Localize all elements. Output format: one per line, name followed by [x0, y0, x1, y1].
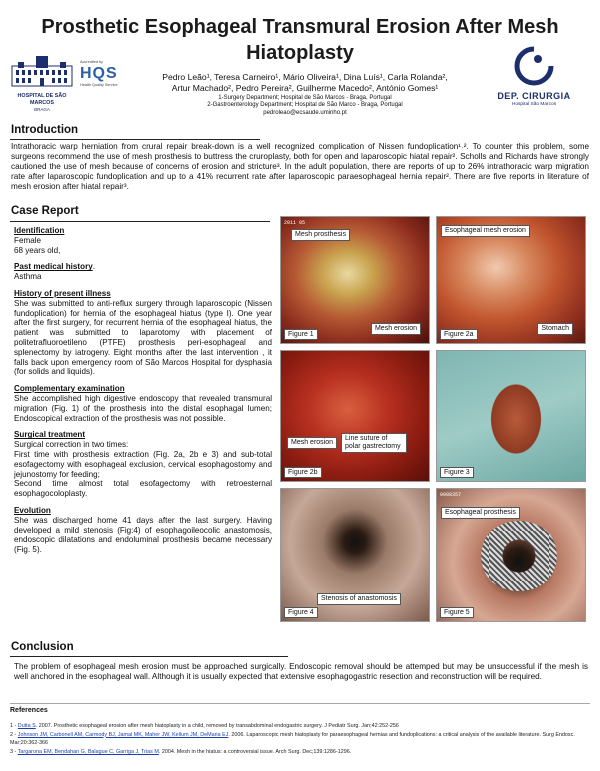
- hospital-logo: [8, 54, 76, 112]
- cirurgia-emblem-icon: [514, 46, 554, 86]
- surgical-treatment-first: First time with prosthesis extraction (Fig. 2a, 2b e 3) and sub-total esofagectomy with esophageal exclusion, cervical esophagostomy and jejunostomy for feeding;: [14, 449, 272, 479]
- figure-3-caption: Figure 3: [440, 467, 474, 478]
- figure-2b-caption: Figure 2b: [284, 467, 322, 478]
- conclusion-divider: [10, 656, 288, 657]
- figure-2a-image: [436, 216, 586, 344]
- hospital-logo-subtext: BRAGA: [34, 107, 50, 112]
- references-divider: [10, 703, 590, 704]
- authors: [140, 72, 470, 94]
- cirurgia-logo-text: DEP. CIRURGIA: [497, 91, 571, 101]
- intro-heading: Introduction: [11, 124, 79, 136]
- hqs-logo-text: HQS: [80, 65, 118, 82]
- identification-age: 68 years old,: [14, 245, 61, 255]
- past-history-block: Past medical history. Asthma: [14, 262, 272, 282]
- figure-2a-caption: Figure 2a: [440, 329, 478, 340]
- reference-1-link[interactable]: Dutta S: [17, 723, 36, 729]
- complementary-exam-block: [14, 384, 272, 423]
- figure-2a-label-mesh-erosion: Esophageal mesh erosion: [441, 225, 530, 237]
- figure-1-image: [280, 216, 430, 344]
- figure-2b-image: [280, 350, 430, 482]
- complementary-exam-heading: Complementary examination: [14, 384, 125, 394]
- figure-1-label-mesh-erosion: Mesh erosion: [371, 323, 421, 335]
- complementary-exam-text: She accomplished high digestive endoscopy that revealed transmural migration (Fig. 1) of the prosthesis into the distal esophagal lumen; Endoscopical extraction of the prosthesis was not possible.: [14, 393, 272, 423]
- affiliation-2: 2-Gastroenterology Department; Hospital de São Marco - Braga, Portugal: [207, 102, 403, 109]
- contact-email: pedroleao@ecsaude.uminho.pt: [263, 109, 347, 116]
- surgical-treatment-intro: Surgical correction in two times:: [14, 440, 129, 450]
- cirurgia-logo-subtext: Hospital São Marcos: [511, 102, 557, 107]
- hospital-building-icon: [8, 54, 76, 88]
- figure-5-image: [436, 488, 586, 622]
- hospital-logo-text: HOSPITAL DE SÃO MARCOS: [17, 93, 67, 106]
- present-illness-heading: History of present illness: [14, 288, 111, 298]
- reference-2: 2 - Johnson JM, Carbonell AM, Carmody BJ, Jamal MK, Maher JW, Kellum JM, DeMaria EJ. 2006. Laparoscopic mesh hiatoplasty for paraesophageal hernias and fundoplications: a critical analysis of the available literature. Surg Endosc. Mar;20:362-366: [10, 731, 575, 747]
- figure-2b-label-suture-line: Line suture of polar gastrectomy: [341, 433, 407, 453]
- figure-3-image: [436, 350, 586, 482]
- intro-text: Intrathoracic warp herniation from crural repair break-down is a well recognized complication of Nissen fundoplication¹˒². To counter this problem, some surgeons recommend the use of mesh prosthesis to buttress the cruroplasty, both for open and laparoscopic hiatal repair². Scholls and Richards have strongly cautioned the use of mesh because of concerns of erosion and stricture³. In the adult population, there are reports of up to 26% intrathoracic warp migration rate after laparoscopic fundoplication and up to a 41% recurrent rate after laparoscopic paraesophageal hernia repair². There are five reports in literature of mesh erosion after hiatal repair³.: [11, 142, 589, 191]
- figure-5-prosthesis: [479, 521, 559, 591]
- figure-1-label-mesh-prosthesis: Mesh prosthesis: [291, 229, 350, 241]
- surgical-treatment-heading: Surgical treatment: [14, 430, 86, 440]
- authors-line-2: Artur Machado², Pedro Pereira², Guilherme Macedo², António Gomes¹: [171, 83, 439, 93]
- evolution-text: She was discharged home 41 days after the last surgery. Having developed a mild stenosis (Fig:4) of esophagoileocolic anastomosis, endoscopic dilatations and endoluminal prosthesis became necessary (Fig. 5).: [14, 515, 272, 555]
- figure-5-caption: Figure 5: [440, 607, 474, 618]
- surgical-treatment-second: Second time almost total esofagectomy with retroesternal esophagocoloplasty.: [14, 479, 272, 499]
- figure-4-label-stenosis: Stenosis of anastomosis: [317, 593, 401, 605]
- present-illness-text: She was submitted to anti-reflux surgery through laparoscopic (Nissen fundoplication) for hernia of the esophageal hiatus (type I). One year after the first surgery, for recurrent hernia of the esophageal hiatus, the patient was submitted to laparotomy with placement of politetrafluoroetileno (PTFE) prosthesis peri-esophageal and splenectomy by iatrogeny. Eight months after the last intervention , it falls back upon emergency room of São Marcos Hospital for dysphasia (for solids and liquids).: [14, 298, 272, 377]
- figure-4-caption: Figure 4: [284, 607, 318, 618]
- figure-3-specimen: [487, 379, 545, 459]
- present-illness-block: [14, 289, 272, 377]
- figure-4-image: [280, 488, 430, 622]
- case-report-column: [14, 226, 272, 562]
- case-report-divider: [10, 221, 270, 222]
- evolution-block: [14, 506, 272, 555]
- evolution-heading: Evolution: [14, 505, 51, 515]
- hqs-logo-subtext: Health Quality Service: [80, 83, 118, 87]
- affiliation-1: 1-Surgery Department; Hospital de São Marcos - Braga, Portugal: [218, 95, 392, 101]
- figure-1-stamp: 2011 05: [284, 220, 306, 226]
- figure-2b-label-mesh-erosion: Mesh erosion: [287, 437, 337, 449]
- figure-5-label-prosthesis: Esophageal prosthesis: [441, 507, 520, 519]
- past-history-text: Asthma: [14, 272, 42, 282]
- hqs-logo: [80, 60, 130, 96]
- intro-divider: [10, 139, 260, 140]
- past-history-heading: Past medical history: [14, 262, 93, 272]
- hqs-logo-top: Accredited by: [80, 60, 104, 64]
- references-heading: References: [10, 707, 48, 714]
- identification-sex: Female: [14, 235, 41, 245]
- affiliations: [140, 95, 470, 117]
- dep-cirurgia-logo: [488, 46, 580, 108]
- case-report-heading: Case Report: [11, 205, 79, 217]
- poster-title: Prosthetic Esophageal Transmural Erosion After Mesh Hiatoplasty: [41, 16, 559, 64]
- authors-line-1: Pedro Leão¹, Teresa Carneiro¹, Mário Oliveira¹, Dina Luís¹, Carla Rolanda²,: [162, 72, 448, 82]
- reference-2-link[interactable]: Johnson JM, Carbonell AM, Carmody BJ, Jamal MK, Maher JW, Kellum JM, DeMaria EJ: [17, 731, 229, 738]
- conclusion-heading: Conclusion: [11, 641, 74, 653]
- references-list: [10, 722, 590, 756]
- reference-1: 1 - Dutta S. 2007. Prosthetic esophageal erosion after mesh hiatoplasty in a child, removed by transabdominal endogastric surgery. J Pediatr Surg. Jan;42:252-256: [10, 723, 399, 729]
- reference-3: 3 - Targarona EM, Bendahan G, Balague C, Garriga J, Trias M. 2004. Mesh in the hiatus: a controversial issue. Arch Surg. Dec;139:1286-1296.: [10, 748, 352, 755]
- figure-5-stamp: 0008357: [440, 492, 462, 498]
- identification-block: [14, 226, 272, 255]
- identification-heading: Identification: [14, 226, 65, 235]
- reference-3-link[interactable]: Targarona EM, Bendahan G, Balague C, Garriga J, Trias M: [17, 748, 159, 755]
- surgical-treatment-block: [14, 430, 272, 499]
- figure-1-caption: Figure 1: [284, 329, 318, 340]
- figure-2a-label-stomach: Stomach: [537, 323, 573, 335]
- conclusion-text: The problem of esophageal mesh erosion must be approached surgically. Endoscopic removal should be attemped but may be unsuccessful if the mesh is well anchored in the esophageal wall. Although it is usually expected that extensive esophagogastric resection and reconstruction will be required.: [14, 662, 588, 681]
